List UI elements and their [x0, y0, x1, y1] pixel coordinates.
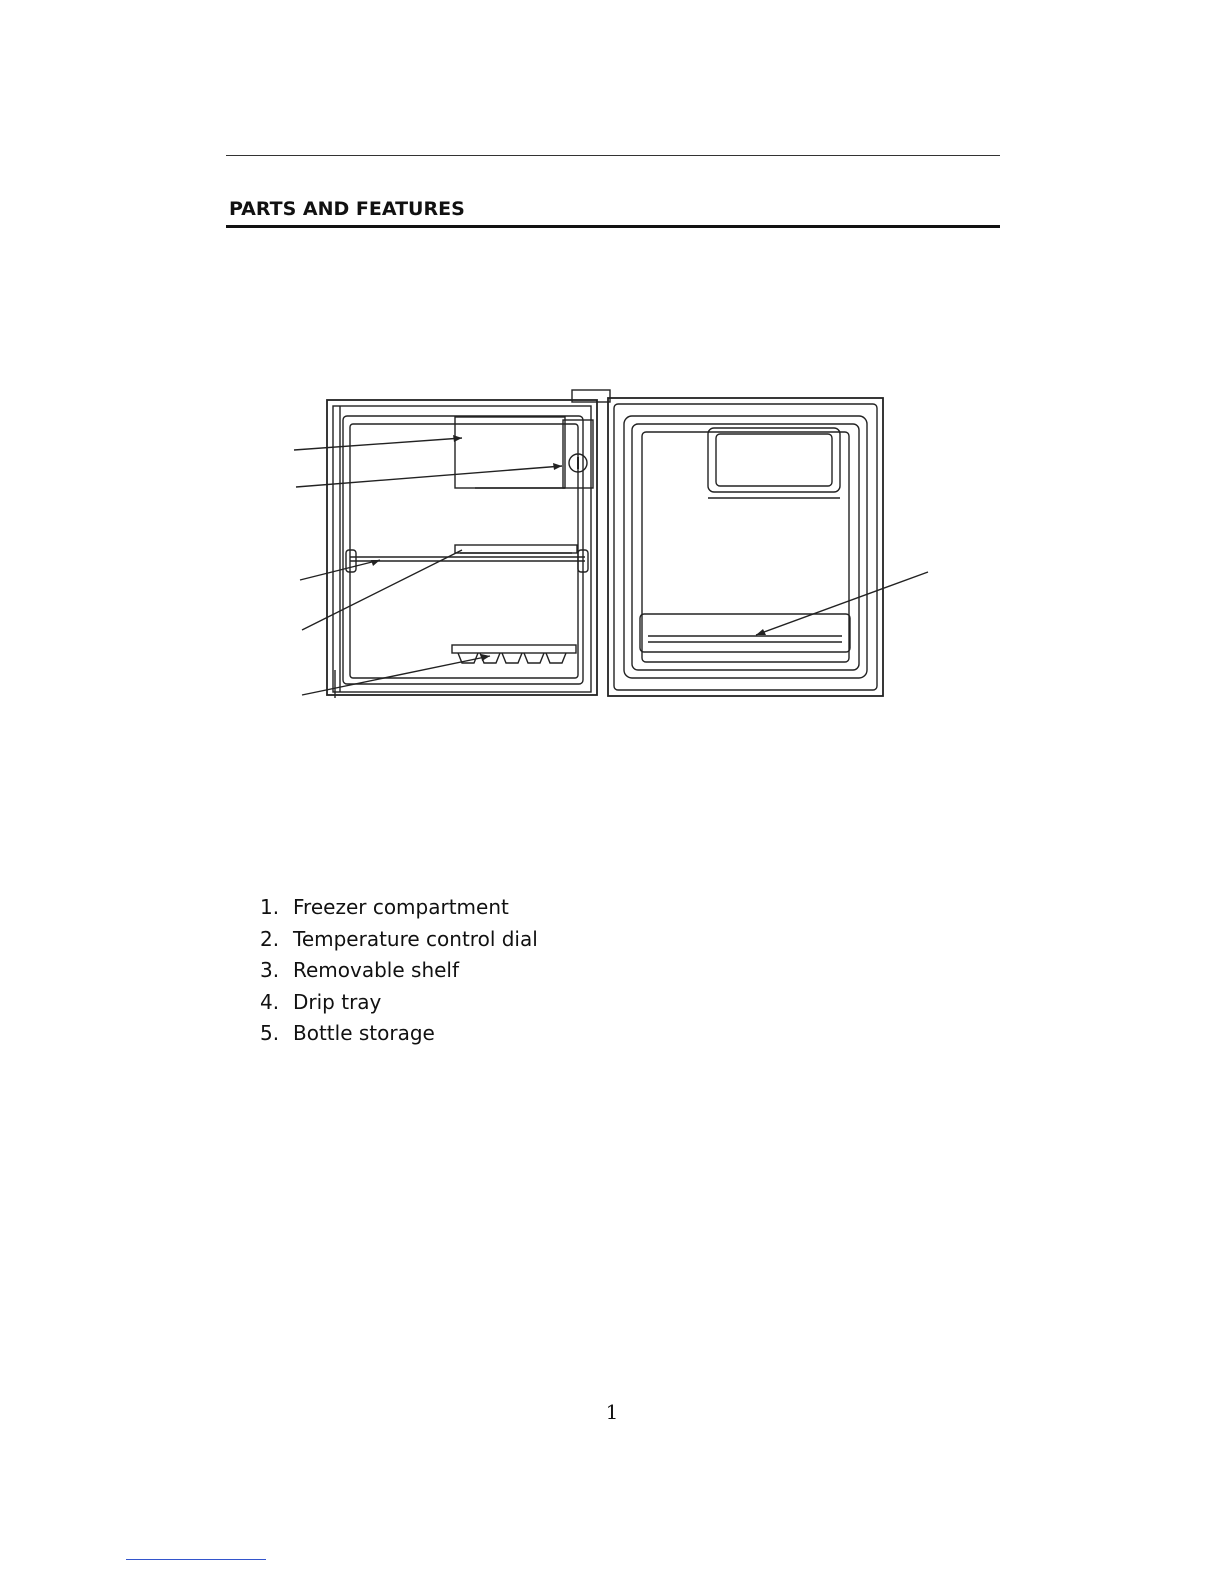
part-label: Bottle storage: [293, 1021, 435, 1046]
freezer-compartment: [455, 417, 593, 488]
section-heading: PARTS AND FEATURES: [229, 198, 465, 220]
part-number: 4.: [260, 989, 280, 1014]
footnote-rule: [126, 1559, 266, 1560]
part-number: 1.: [260, 895, 280, 919]
callout-lines: [294, 438, 928, 695]
page-number: 1: [605, 1400, 619, 1424]
parts-list-item: [260, 924, 538, 956]
parts-list-item: [260, 987, 538, 1019]
parts-list-item: [260, 1018, 538, 1050]
parts-list-item: [260, 955, 538, 987]
part-label: Drip tray: [293, 989, 382, 1014]
heading-rule: [226, 225, 1000, 228]
parts-list: [260, 892, 538, 1050]
cabinet-body: [327, 390, 610, 698]
part-label: Temperature control dial: [293, 926, 538, 951]
part-number: 3.: [260, 958, 280, 983]
part-number: 5.: [260, 1021, 280, 1046]
callout-arrowheads: [371, 435, 766, 661]
refrigerator-door: [608, 398, 883, 696]
parts-list-item: [260, 892, 538, 924]
top-rule: [226, 155, 1000, 156]
part-number: 2.: [260, 926, 280, 951]
drip-tray: [455, 545, 577, 553]
part-label: Removable shelf: [293, 958, 460, 983]
refrigerator-diagram: [280, 380, 960, 710]
part-label: Freezer compartment: [293, 895, 509, 919]
